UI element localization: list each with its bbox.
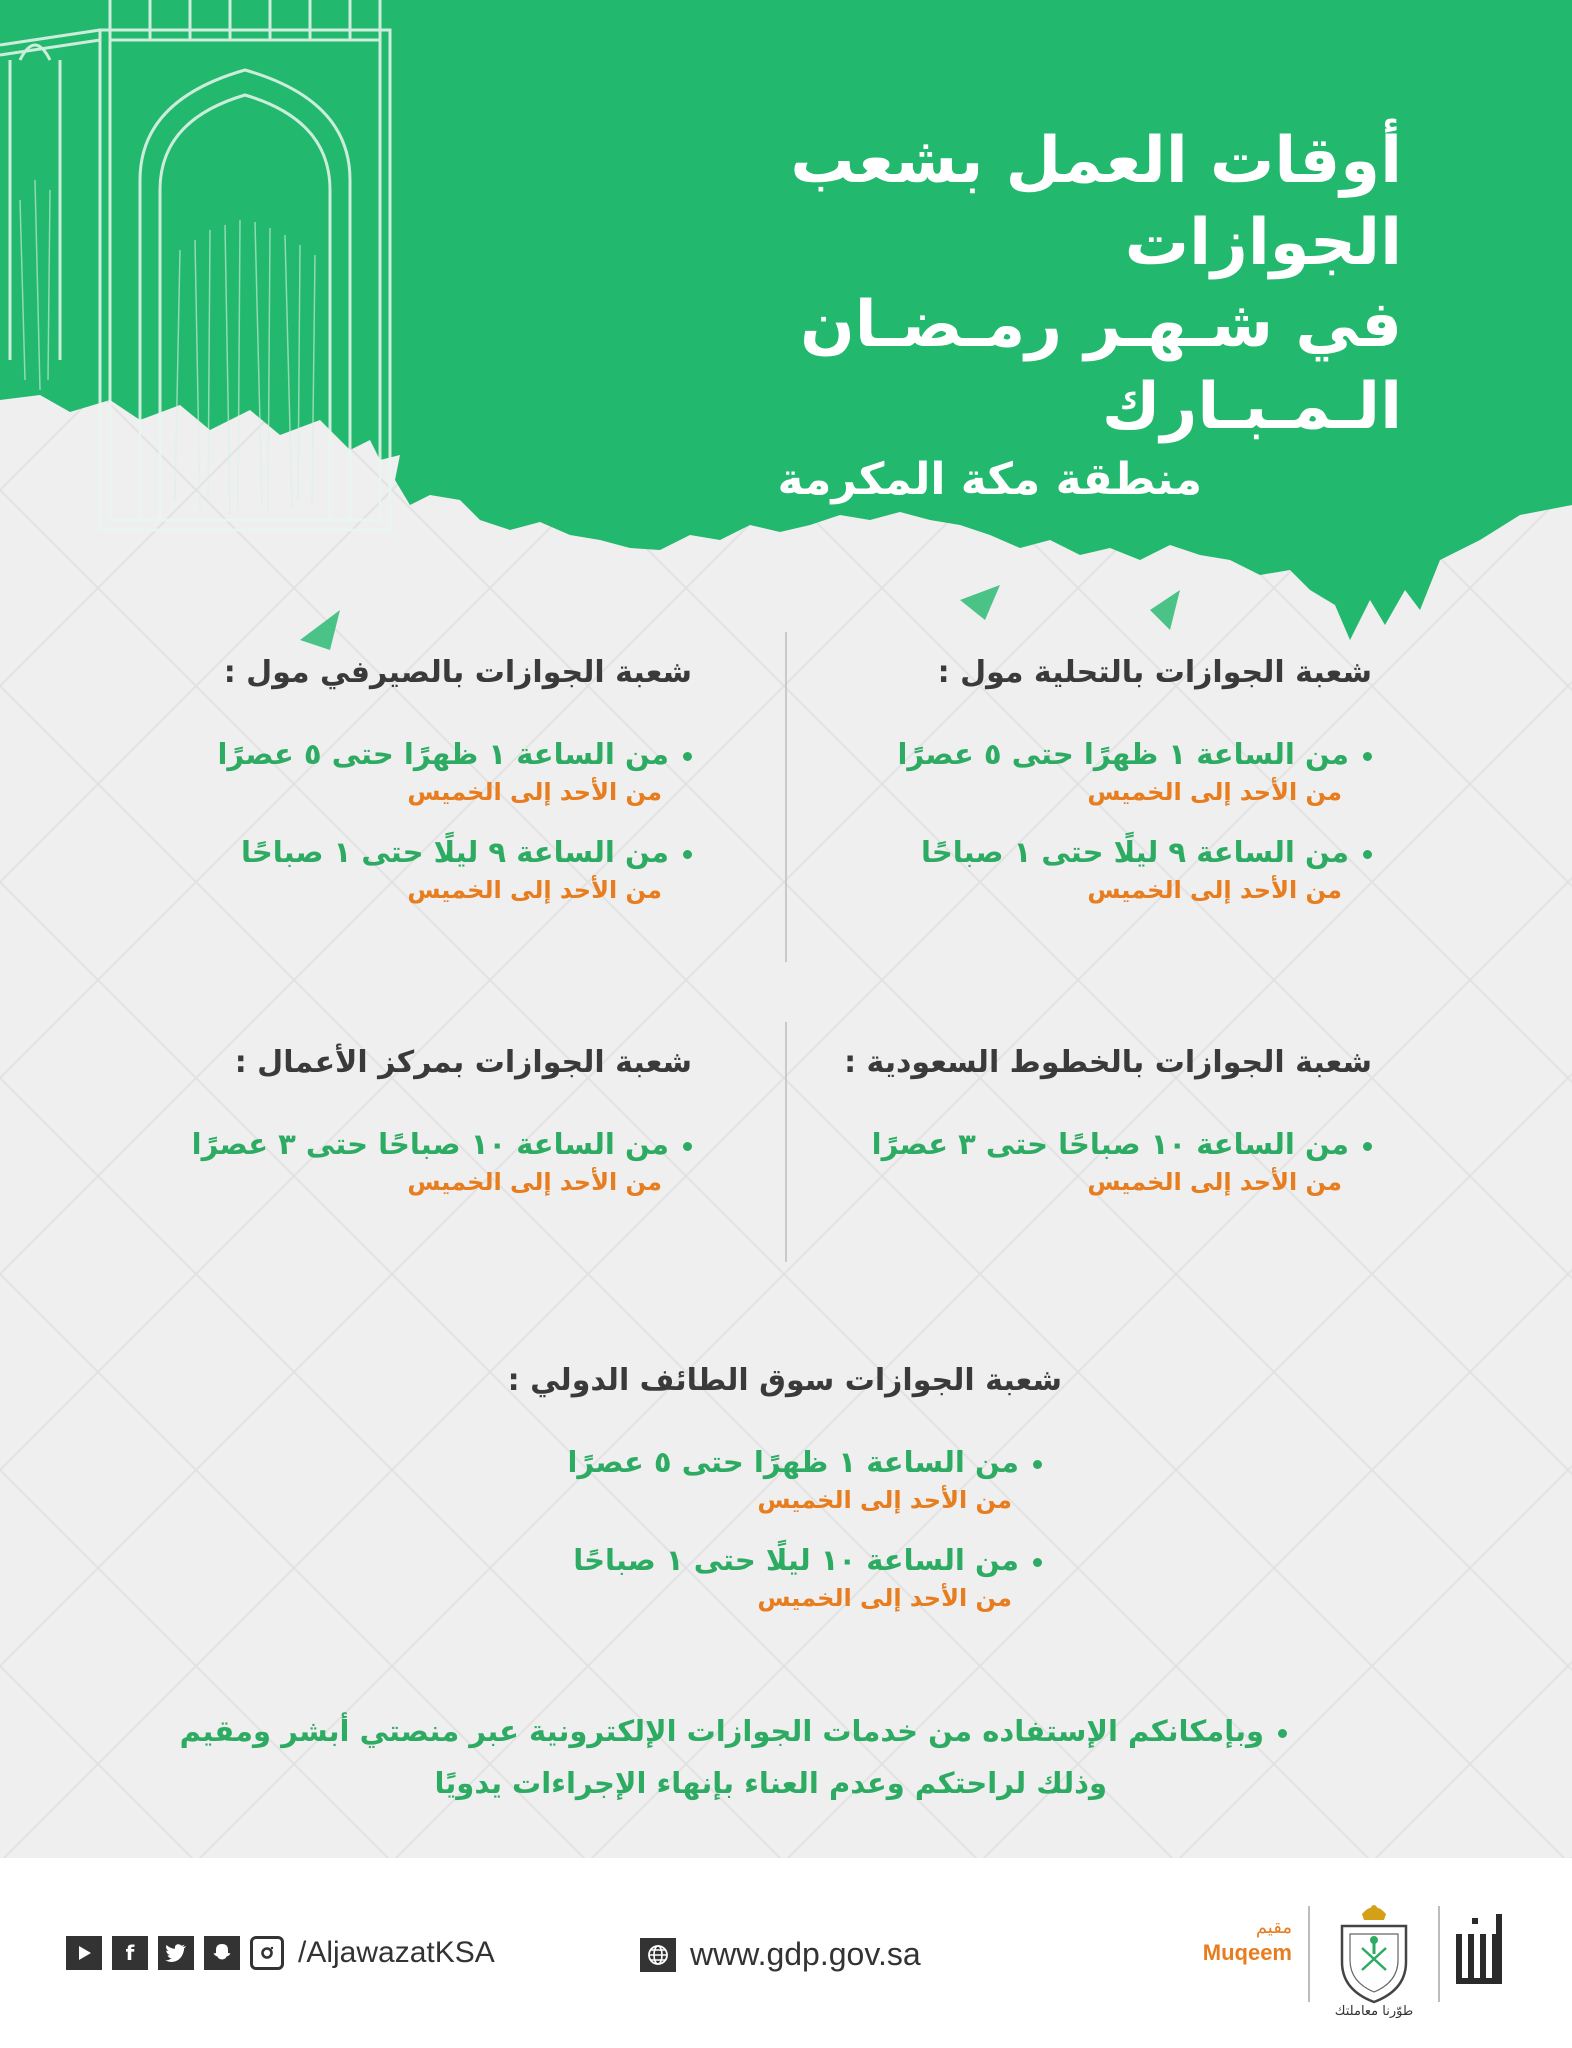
time-slot [192,1124,692,1200]
slot-days: من الأحد إلى الخميس [407,1168,662,1196]
time-slot [897,734,1372,810]
footer-separator [1438,1906,1440,2002]
region-name: منطقة مكة المكرمة [777,454,1202,505]
youtube-icon[interactable] [66,1936,102,1970]
muqeem-english: Muqeem [1202,1940,1292,1965]
slot-days: من الأحد إلى الخميس [407,876,662,904]
website-link[interactable] [640,1936,921,1973]
time-slot [217,832,692,908]
social-links [66,1936,495,1970]
bullet-dot [1363,1142,1372,1151]
bullet-dot [683,752,692,761]
header-title-block [502,120,1402,512]
branch-title: شعبة الجوازات سوق الطائف الدولي : [507,1363,1062,1398]
facebook-icon[interactable]: f [112,1936,148,1970]
absher-logo-icon [1452,1904,1508,2004]
slot-days: من الأحد إلى الخميس [1087,778,1342,806]
slot-time: من الساعة ١٠ صباحًا حتى ٣ عصرًا [871,1127,1349,1161]
branch-title: شعبة الجوازات بمركز الأعمال : [234,1045,692,1080]
slot-time: من الساعة ٩ ليلًا حتى ١ صباحًا [240,835,669,869]
branch-sairafi-mall [217,655,692,930]
branch-title: شعبة الجوازات بالتحلية مول : [937,655,1372,690]
emblem-caption: طوّرنا معاملتك [1334,2004,1414,2019]
time-slot [508,1540,1042,1616]
note-line-2: وذلك لراحتكم وعدم العناء بإنهاء الإجراءات يدويًا [434,1766,1107,1800]
slot-days: من الأحد إلى الخميس [1087,876,1342,904]
branch-taif-market [508,1363,1062,1638]
column-divider-top [785,632,787,962]
slot-time: من الساعة ١ ظهرًا حتى ٥ عصرًا [567,1445,1019,1479]
slot-time: من الساعة ١ ظهرًا حتى ٥ عصرًا [897,737,1349,771]
globe-icon [640,1938,676,1972]
branch-title: شعبة الجوازات بالصيرفي مول : [223,655,692,690]
social-handle[interactable]: /AljawazatKSA [298,1936,495,1969]
branch-tahlia-mall [897,655,1372,930]
slot-days: من الأحد إلى الخميس [1087,1168,1342,1196]
column-divider-middle [785,1022,787,1262]
snapchat-icon[interactable] [204,1936,240,1970]
bullet-dot [1033,1558,1042,1567]
jawazat-emblem-icon [1324,1900,1424,2010]
slot-time: من الساعة ٩ ليلًا حتى ١ صباحًا [920,835,1349,869]
branch-title: شعبة الجوازات بالخطوط السعودية : [844,1045,1372,1080]
slot-time: من الساعة ١ ظهرًا حتى ٥ عصرًا [217,737,669,771]
bullet-dot [1363,752,1372,761]
slot-days: من الأحد إلى الخميس [757,1486,1012,1514]
time-slot [508,1442,1042,1518]
muqeem-logo [1202,1916,1292,1966]
note-line-1: وبإمكانكم الإستفاده من خدمات الجوازات الإلكترونية عبر منصتي أبشر ومقيم [179,1714,1264,1748]
page-subtitle: في شـهـر رمـضـان الـمـبـارك [800,288,1402,444]
instagram-icon[interactable] [250,1936,284,1970]
bullet-dot [1278,1729,1287,1738]
muqeem-arabic: مقيم [1255,1917,1292,1938]
time-slot [844,1124,1372,1200]
bullet-dot [1363,850,1372,859]
slot-days: من الأحد إلى الخميس [757,1584,1012,1612]
footer-separator [1308,1906,1310,2002]
website-url[interactable]: www.gdp.gov.sa [690,1936,921,1972]
slot-time: من الساعة ١٠ ليلًا حتى ١ صباحًا [573,1543,1019,1577]
slot-days: من الأحد إلى الخميس [407,778,662,806]
time-slot [217,734,692,810]
slot-time: من الساعة ١٠ صباحًا حتى ٣ عصرًا [191,1127,669,1161]
branch-business-center [192,1045,692,1222]
bullet-dot [1033,1460,1042,1469]
e-services-note [180,1705,1287,1809]
branch-saudi-airlines [844,1045,1372,1222]
bullet-dot [683,850,692,859]
bullet-dot [683,1142,692,1151]
time-slot [897,832,1372,908]
twitter-icon[interactable] [158,1936,194,1970]
page-title: أوقات العمل بشعب الجوازات [790,124,1402,280]
